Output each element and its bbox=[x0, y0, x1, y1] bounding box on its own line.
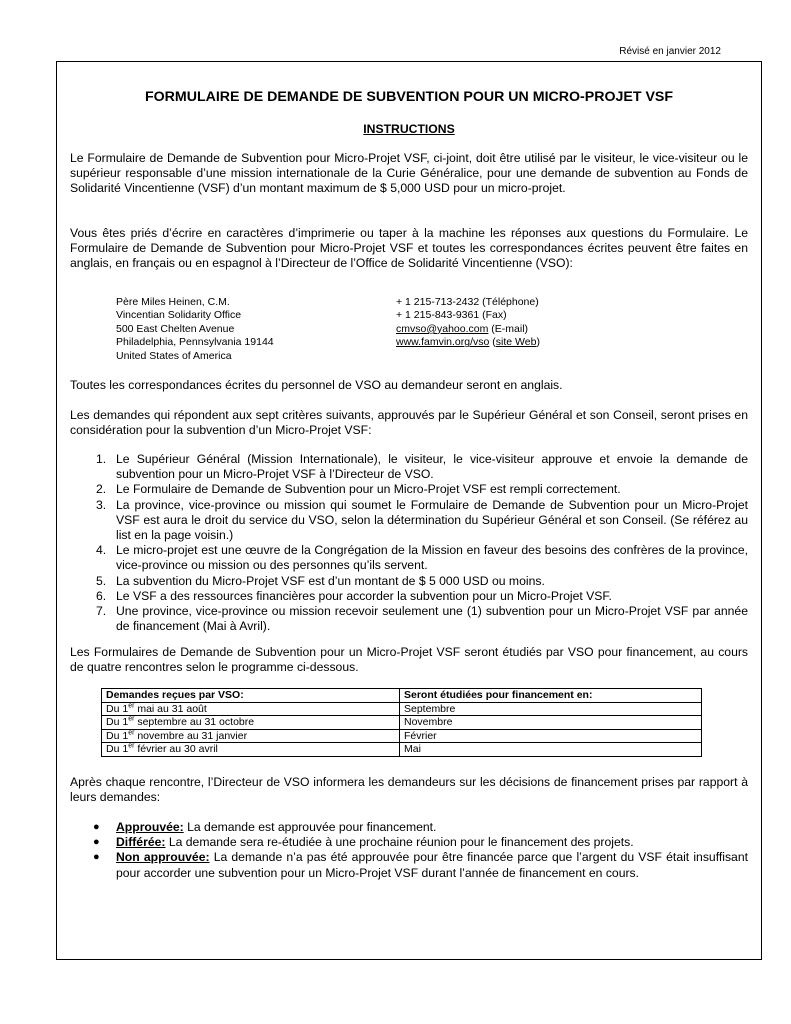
list-item bbox=[96, 588, 748, 604]
paragraph-english: Toutes les correspondances écrites du personnel de VSO au demandeur seront en anglais. bbox=[70, 378, 563, 392]
paragraph-decision-intro: Après chaque rencontre, l’Directeur de VSO informera les demandeurs sur les décisions de financement prises par rapport à leurs demandes: bbox=[70, 775, 748, 805]
table-cell: Septembre bbox=[400, 702, 702, 716]
web-open-paren: ( bbox=[489, 336, 496, 349]
website-link[interactable]: www.famvin.org/vso bbox=[396, 336, 490, 349]
list-text: Le VSF a des ressources financières pour accorder la subvention pour un Micro-Projet VSF. bbox=[116, 588, 612, 603]
email-suffix: (E-mail) bbox=[488, 322, 529, 335]
date-text: Du 1 bbox=[106, 702, 129, 715]
paragraph-schedule-intro: Les Formulaires de Demande de Subvention pour un Micro-Projet VSF seront étudiés par VSO pour financement, au cours de quatre rencontres selon le programme ci-dessous. bbox=[70, 645, 748, 675]
date-text: novembre au 31 janvier bbox=[134, 729, 248, 742]
list-number: 1. bbox=[96, 452, 107, 466]
list-item bbox=[96, 497, 748, 544]
list-number: 7. bbox=[96, 604, 107, 619]
list-item bbox=[93, 835, 748, 850]
list-number: 4. bbox=[96, 543, 107, 558]
paragraph-language: Vous êtes priés d’écrire en caractères d’imprimerie ou taper à la machine les réponses aux questions du Formulaire. Le Formulaire de Demande de Subvention pour Micro-Projet VSF et toutes les correspondances écrites peuvent être faites en anglais, en français ou en espagnol à l’Directeur de l’Office de Solidarité Vincentienne (VSO): bbox=[70, 226, 748, 271]
schedule-table bbox=[101, 688, 702, 757]
address-line: 500 East Chelten Avenue bbox=[116, 322, 235, 335]
decision-term: Approuvée: bbox=[116, 820, 184, 834]
table-cell bbox=[102, 702, 400, 716]
address-line: Vincentian Solidarity Office bbox=[116, 309, 242, 322]
table-row bbox=[102, 702, 702, 716]
contact-web-line bbox=[396, 336, 540, 349]
date-text: septembre au 31 octobre bbox=[134, 716, 255, 728]
address-line: United States of America bbox=[116, 349, 232, 362]
bullet-icon: ● bbox=[93, 821, 100, 833]
contact-phone: + 1 215-713-2432 (Téléphone) bbox=[396, 296, 539, 308]
decision-intro bbox=[70, 775, 748, 805]
bullet-icon: ● bbox=[93, 836, 100, 849]
list-item bbox=[93, 820, 748, 835]
bullet-icon: ● bbox=[93, 851, 100, 864]
date-text: Du 1 bbox=[106, 729, 129, 742]
website-label-link[interactable]: site Web bbox=[495, 336, 537, 349]
date-text: mai au 31 août bbox=[134, 702, 207, 715]
contact-details bbox=[396, 296, 540, 350]
decision-text: La demande sera re-étudiée à une prochaine réunion pour le financement des projets. bbox=[165, 835, 634, 850]
list-item bbox=[96, 604, 748, 634]
language-paragraph bbox=[70, 226, 748, 272]
list-text: La province, vice-province ou mission qui soumet le Formulaire de Demande de Subvention pour un Micro-Projet VSF est aura le droit du service du VSO, selon la détermination du Supérieur Général et son Conseil. (Se référez au list en la page voisin.) bbox=[116, 497, 748, 543]
schedule-intro bbox=[70, 645, 748, 675]
table-cell: Février bbox=[400, 729, 702, 743]
ordinal-suffix: er bbox=[128, 742, 135, 750]
web-close-paren: ) bbox=[536, 336, 540, 349]
list-item bbox=[96, 573, 748, 589]
address-line: Père Miles Heinen, C.M. bbox=[116, 296, 230, 308]
decision-text: La demande est approuvée pour financement. bbox=[183, 820, 437, 834]
table-row bbox=[102, 729, 702, 743]
table-row bbox=[102, 743, 702, 757]
decision-list bbox=[93, 820, 748, 881]
form-frame bbox=[56, 61, 762, 960]
column-header: Demandes reçues par VSO: bbox=[102, 689, 400, 703]
list-number: 2. bbox=[96, 482, 107, 497]
decision-term: Non approuvée: bbox=[116, 850, 210, 865]
decision-term: Différée: bbox=[116, 835, 166, 850]
list-item bbox=[96, 452, 748, 482]
date-text: Du 1 bbox=[106, 716, 129, 728]
table-cell: Mai bbox=[400, 743, 702, 757]
list-item bbox=[96, 482, 748, 497]
page-title: FORMULAIRE DE DEMANDE DE SUBVENTION POUR UN MICRO-PROJET VSF bbox=[144, 89, 674, 105]
contact-email-line bbox=[396, 323, 540, 336]
english-paragraph bbox=[70, 378, 748, 393]
ordinal-suffix: er bbox=[128, 702, 135, 709]
revision-date: Révisé en janvier 2012 bbox=[619, 46, 721, 57]
table-row bbox=[102, 716, 702, 730]
list-number: 5. bbox=[96, 573, 107, 588]
table-cell bbox=[102, 743, 400, 757]
list-item bbox=[96, 543, 748, 573]
ordinal-suffix: er bbox=[128, 729, 135, 736]
contact-fax: + 1 215-843-9361 (Fax) bbox=[396, 309, 507, 322]
criteria-intro bbox=[70, 408, 748, 438]
contact-address bbox=[116, 296, 274, 363]
list-text: Le micro-projet est une œuvre de la Congrégation de la Mission en faveur des besoins des confrères de la province, vice-province ou mission ou des personnes qu’ils servent. bbox=[116, 543, 748, 573]
intro-paragraph bbox=[70, 151, 748, 197]
list-text: Le Formulaire de Demande de Subvention pour un Micro-Projet VSF est rempli correctement. bbox=[116, 482, 621, 497]
list-item bbox=[93, 850, 748, 880]
date-text: Du 1 bbox=[106, 743, 129, 755]
column-header: Seront étudiées pour financement en: bbox=[400, 689, 702, 703]
ordinal-suffix: er bbox=[128, 715, 135, 723]
table-cell: Novembre bbox=[400, 716, 702, 730]
date-text: février au 30 avril bbox=[134, 743, 218, 755]
list-text: Une province, vice-province ou mission recevoir seulement une (1) subvention pour un Micro-Projet VSF par année de financement (Mai à Avril). bbox=[116, 604, 748, 634]
section-heading-instructions: INSTRUCTIONS bbox=[363, 122, 455, 136]
paragraph-criteria-intro: Les demandes qui répondent aux sept critères suivants, approuvés par le Supérieur Général et son Conseil, seront prises en considération pour la subvention d’un Micro-Projet VSF: bbox=[70, 408, 748, 438]
address-line: Philadelphia, Pennsylvania 19144 bbox=[116, 336, 274, 349]
table-cell bbox=[102, 716, 400, 730]
decision-text: La demande n’a pas été approuvée pour être financée parce que l’argent du VSF était insuffisant pour accorder une subvention pour un Micro-Projet VSF durant l’année de financement en cours. bbox=[116, 850, 748, 880]
list-text: La subvention du Micro-Projet VSF est d’un montant de $ 5 000 USD ou moins. bbox=[116, 573, 545, 588]
list-number: 6. bbox=[96, 588, 107, 603]
criteria-list bbox=[96, 452, 748, 634]
table-cell bbox=[102, 729, 400, 743]
paragraph-purpose: Le Formulaire de Demande de Subvention pour Micro-Projet VSF, ci-joint, doit être utilisé par le visiteur, le vice-visiteur ou le supérieur responsable d’une mission internationale de la Curie Généralice, pour une demande de subvention au Fonds de Solidarité Vincentienne (VSF) d’un montant maximum de $ 5,000 USD pour un micro-projet. bbox=[70, 151, 748, 196]
table-header-row bbox=[102, 689, 702, 703]
list-number: 3. bbox=[96, 497, 107, 512]
list-text: Le Supérieur Général (Mission Internationale), le visiteur, le vice-visiteur approuve et envoie la demande de subvention pour un Micro-Projet VSF à l’Directeur de VSO. bbox=[116, 452, 748, 482]
email-link[interactable]: cmvso@yahoo.com bbox=[396, 322, 489, 335]
